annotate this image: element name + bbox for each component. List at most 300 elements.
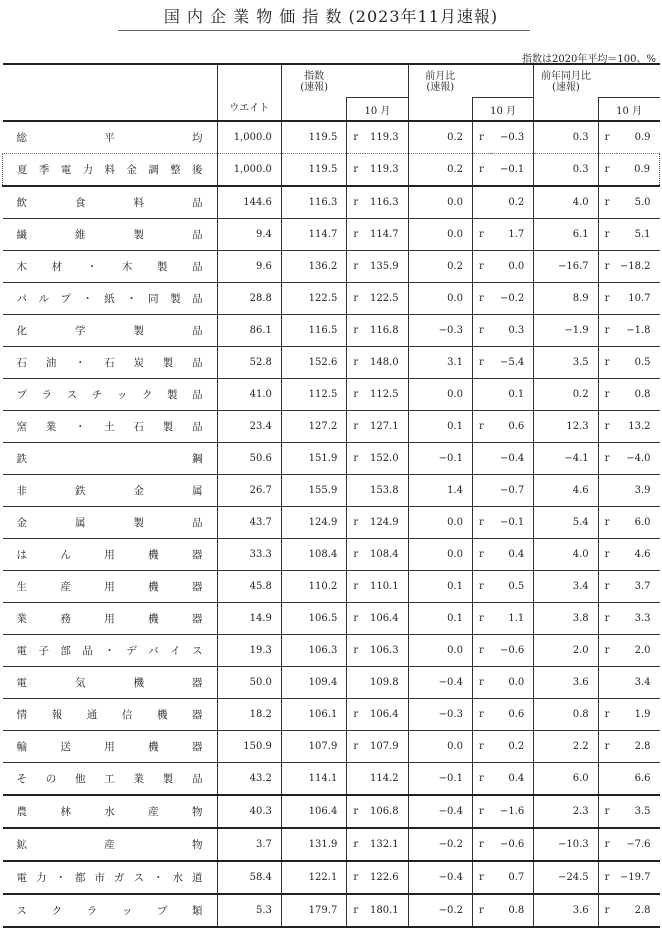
row-yoy-prev: 3.3 [617,603,660,635]
row-index-prev: 106.3 [365,635,408,667]
row-index-revised-flag: r [347,411,365,443]
row-index: 106.5 [281,603,346,635]
row-mom: 0.0 [408,539,472,571]
row-yoy-prev: 3.4 [617,667,660,699]
row-yoy: −1.9 [534,315,598,347]
row-index: 131.9 [281,828,346,861]
row-yoy: 4.6 [534,475,598,507]
row-weight: 26.7 [217,475,281,507]
row-mom-revised-flag: r [472,507,490,539]
row-index-revised-flag: r [347,603,365,635]
row-yoy: 4.0 [534,539,598,571]
row-mom-revised-flag [472,443,490,475]
header-index-prev: 10 月 [347,98,408,122]
row-mom: −0.4 [408,667,472,699]
row-yoy-revised-flag: r [598,795,616,828]
row-yoy: 3.6 [534,894,598,927]
page-title: 国 内 企 業 物 価 指 数 (2023年11月速報) [163,7,499,26]
row-mom-revised-flag: r [472,667,490,699]
row-name: 電 力 ・ 都 市 ガ ス ・ 水 道 [3,861,218,894]
row-yoy-revised-flag: r [598,539,616,571]
row-index-revised-flag: r [347,443,365,475]
row-mom: −0.3 [408,315,472,347]
row-yoy: 2.3 [534,795,598,828]
row-index-revised-flag: r [347,154,365,187]
row-index: 114.7 [281,219,346,251]
row-mom-prev: −0.4 [491,443,534,475]
row-mom-revised-flag: r [472,635,490,667]
row-weight: 33.3 [217,539,281,571]
row-mom-revised-flag: r [472,731,490,763]
header-blank [3,64,218,121]
row-mom-prev: 0.2 [491,186,534,219]
row-index: 122.1 [281,861,346,894]
row-index: 151.9 [281,443,346,475]
header-yoy: 前年同月比 (速報) [534,64,598,121]
row-index-revised-flag: r [347,219,365,251]
row-index-prev: 122.6 [365,861,408,894]
row-index: 179.7 [281,894,346,927]
row-mom-prev: −0.7 [491,475,534,507]
row-mom-prev: −0.1 [491,507,534,539]
row-index-prev: 116.8 [365,315,408,347]
row-yoy: 8.9 [534,283,598,315]
row-weight: 9.4 [217,219,281,251]
row-mom-revised-flag: r [472,828,490,861]
price-index-table [2,63,660,928]
row-name: 非 鉄 金 属 [3,475,218,507]
row-weight: 58.4 [217,861,281,894]
row-mom: 0.2 [408,121,472,154]
row-yoy: 3.4 [534,571,598,603]
row-mom: 0.0 [408,507,472,539]
row-index: 109.4 [281,667,346,699]
row-index: 127.2 [281,411,346,443]
row-mom-prev: 0.1 [491,379,534,411]
header-index: 指数 (速報) [281,64,346,121]
row-index-prev: 180.1 [365,894,408,927]
row-index-revised-flag: r [347,699,365,731]
table-row [3,539,660,571]
row-weight: 5.3 [217,894,281,927]
row-name: 農 林 水 産 物 [3,795,218,828]
row-yoy-revised-flag [598,763,616,796]
row-mom-revised-flag [472,379,490,411]
row-index: 116.3 [281,186,346,219]
row-mom: 0.0 [408,731,472,763]
row-mom-prev: 0.0 [491,667,534,699]
row-yoy-prev: 5.0 [617,186,660,219]
row-index: 107.9 [281,731,346,763]
row-mom-revised-flag: r [472,219,490,251]
row-yoy: 3.8 [534,603,598,635]
row-yoy-prev: 2.8 [617,894,660,927]
row-index-revised-flag: r [347,251,365,283]
row-yoy: 0.3 [534,121,598,154]
row-index: 122.5 [281,283,346,315]
row-index: 136.2 [281,251,346,283]
table-row [3,763,660,796]
row-weight: 45.8 [217,571,281,603]
row-mom: 0.1 [408,603,472,635]
table-row [3,347,660,379]
table-row [3,731,660,763]
row-mom-revised-flag: r [472,699,490,731]
row-index-revised-flag: r [347,828,365,861]
table-row [3,121,660,154]
row-index: 124.9 [281,507,346,539]
row-index-prev: 124.9 [365,507,408,539]
header-mom-prev-spacer [472,64,533,98]
row-name: パ ル プ ・ 紙 ・ 同 製 品 [3,283,218,315]
row-yoy-revised-flag: r [598,219,616,251]
row-yoy-prev: 13.2 [617,411,660,443]
row-name: 情 報 通 信 機 器 [3,699,218,731]
row-yoy-prev: 3.9 [617,475,660,507]
row-index-prev: 127.1 [365,411,408,443]
row-weight: 1,000.0 [217,154,281,187]
row-index-prev: 110.1 [365,571,408,603]
row-index-prev: 106.8 [365,795,408,828]
row-mom-revised-flag: r [472,315,490,347]
row-index: 152.6 [281,347,346,379]
row-index-revised-flag [347,475,365,507]
table-row [3,315,660,347]
table-row [3,443,660,475]
table-row [3,379,660,411]
row-mom: −0.4 [408,861,472,894]
row-index-revised-flag: r [347,861,365,894]
header-weight: ウエイト [217,64,281,121]
row-name: そ の 他 工 業 製 品 [3,763,218,796]
row-weight: 28.8 [217,283,281,315]
row-weight: 150.9 [217,731,281,763]
row-mom-prev: 0.0 [491,251,534,283]
row-yoy-revised-flag: r [598,635,616,667]
row-index-prev: 106.4 [365,603,408,635]
row-name: 窯 業 ・ 土 石 製 品 [3,411,218,443]
row-mom: 0.0 [408,635,472,667]
row-yoy-revised-flag [598,667,616,699]
row-name: プ ラ ス チ ッ ク 製 品 [3,379,218,411]
row-yoy: −10.3 [534,828,598,861]
header-mom: 前月比 (速報) [408,64,472,121]
row-mom-prev: 0.5 [491,571,534,603]
row-mom-revised-flag: r [472,251,490,283]
row-index-revised-flag: r [347,571,365,603]
row-yoy-revised-flag: r [598,603,616,635]
row-yoy-revised-flag: r [598,828,616,861]
row-weight: 23.4 [217,411,281,443]
row-yoy: 0.8 [534,699,598,731]
row-weight: 41.0 [217,379,281,411]
row-mom: −0.1 [408,763,472,796]
row-yoy-revised-flag: r [598,379,616,411]
row-yoy-prev: 0.8 [617,379,660,411]
row-index-prev: 108.4 [365,539,408,571]
row-mom-prev: −0.6 [491,635,534,667]
row-index: 108.4 [281,539,346,571]
row-yoy: 6.1 [534,219,598,251]
row-index: 155.9 [281,475,346,507]
row-yoy-prev: 1.9 [617,699,660,731]
row-name: 夏季電力料金調整後 [3,154,218,187]
row-name: 輸 送 用 機 器 [3,731,218,763]
row-weight: 14.9 [217,603,281,635]
row-mom-revised-flag: r [472,795,490,828]
table-row [3,861,660,894]
row-index-prev: 148.0 [365,347,408,379]
row-yoy: 0.2 [534,379,598,411]
row-yoy-revised-flag: r [598,154,616,187]
table-row [3,571,660,603]
row-weight: 40.3 [217,795,281,828]
row-weight: 19.3 [217,635,281,667]
row-mom-revised-flag [472,475,490,507]
table-row [3,795,660,828]
row-index-revised-flag: r [347,347,365,379]
row-index-revised-flag: r [347,795,365,828]
row-yoy: 2.0 [534,635,598,667]
row-name: 電 子 部 品 ・ デ バ イ ス [3,635,218,667]
row-yoy: 3.6 [534,667,598,699]
row-mom-prev: −0.3 [491,121,534,154]
row-mom: 0.0 [408,283,472,315]
row-weight: 144.6 [217,186,281,219]
table-row [3,699,660,731]
table-row [3,283,660,315]
row-yoy-revised-flag: r [598,186,616,219]
row-index-prev: 135.9 [365,251,408,283]
row-yoy-prev: 0.9 [617,121,660,154]
row-index-prev: 119.3 [365,154,408,187]
row-mom-revised-flag: r [472,894,490,927]
row-name: 総 平 均 [3,121,218,154]
title-underline [118,30,530,31]
row-index: 116.5 [281,315,346,347]
table-row [3,475,660,507]
row-weight: 86.1 [217,315,281,347]
header-index-prev-spacer [347,64,408,98]
header-yoy-prev-spacer [598,64,659,98]
row-yoy-revised-flag: r [598,894,616,927]
table-row [3,603,660,635]
row-name: 繊 維 製 品 [3,219,218,251]
row-mom-prev: 0.6 [491,699,534,731]
row-mom-prev: −1.6 [491,795,534,828]
row-weight: 3.7 [217,828,281,861]
row-mom-revised-flag: r [472,121,490,154]
row-mom-revised-flag [472,186,490,219]
row-yoy-prev: −19.7 [617,861,660,894]
row-mom-revised-flag: r [472,347,490,379]
row-yoy-revised-flag: r [598,251,616,283]
row-yoy-prev: 4.6 [617,539,660,571]
row-index-prev: 152.0 [365,443,408,475]
row-yoy-revised-flag: r [598,283,616,315]
row-yoy-revised-flag: r [598,347,616,379]
row-mom: 0.1 [408,411,472,443]
row-mom: 0.0 [408,186,472,219]
row-mom: 3.1 [408,347,472,379]
row-weight: 43.2 [217,763,281,796]
row-yoy-revised-flag: r [598,315,616,347]
row-yoy: 3.5 [534,347,598,379]
row-yoy-revised-flag: r [598,121,616,154]
row-mom: −0.2 [408,894,472,927]
row-index-revised-flag: r [347,894,365,927]
row-yoy-revised-flag [598,475,616,507]
row-index-revised-flag: r [347,121,365,154]
row-yoy: 12.3 [534,411,598,443]
row-name: 業 務 用 機 器 [3,603,218,635]
row-index-revised-flag [347,763,365,796]
row-mom: −0.4 [408,795,472,828]
row-yoy-revised-flag: r [598,443,616,475]
row-yoy-prev: 6.6 [617,763,660,796]
row-index-prev: 107.9 [365,731,408,763]
row-index: 106.1 [281,699,346,731]
row-index-revised-flag: r [347,731,365,763]
table-row [3,186,660,219]
row-mom-prev: 0.4 [491,539,534,571]
row-mom-revised-flag: r [472,154,490,187]
row-mom-prev: 0.7 [491,861,534,894]
row-mom-prev: 0.6 [491,411,534,443]
row-weight: 9.6 [217,251,281,283]
row-name: 石 油 ・ 石 炭 製 品 [3,347,218,379]
row-name: 生 産 用 機 器 [3,571,218,603]
table-row [3,411,660,443]
row-index-prev: 119.3 [365,121,408,154]
row-mom: 0.0 [408,219,472,251]
row-mom-revised-flag: r [472,603,490,635]
row-weight: 50.0 [217,667,281,699]
row-yoy-prev: 3.7 [617,571,660,603]
row-yoy-revised-flag: r [598,731,616,763]
row-mom: −0.1 [408,443,472,475]
row-yoy-prev: −4.0 [617,443,660,475]
row-index-prev: 114.7 [365,219,408,251]
table-row [3,894,660,927]
row-index: 112.5 [281,379,346,411]
row-index: 106.3 [281,635,346,667]
row-index-prev: 109.8 [365,667,408,699]
row-yoy-prev: −1.8 [617,315,660,347]
row-index: 106.4 [281,795,346,828]
row-mom-revised-flag: r [472,539,490,571]
row-yoy: 5.4 [534,507,598,539]
row-index-revised-flag: r [347,379,365,411]
row-mom: 0.0 [408,379,472,411]
table-row [3,667,660,699]
row-mom-revised-flag: r [472,571,490,603]
table-row [3,828,660,861]
table-row [3,154,660,187]
row-yoy-prev: 0.9 [617,154,660,187]
row-yoy-prev: 5.1 [617,219,660,251]
row-weight: 43.7 [217,507,281,539]
row-yoy-prev: −18.2 [617,251,660,283]
row-index-prev: 122.5 [365,283,408,315]
table-row [3,507,660,539]
row-mom-revised-flag: r [472,283,490,315]
row-yoy-revised-flag: r [598,507,616,539]
row-weight: 52.8 [217,347,281,379]
row-mom-revised-flag: r [472,861,490,894]
row-index: 119.5 [281,121,346,154]
row-yoy-revised-flag: r [598,699,616,731]
row-mom: −0.2 [408,828,472,861]
row-mom-prev: −0.6 [491,828,534,861]
table-row [3,635,660,667]
row-mom-prev: −0.2 [491,283,534,315]
row-mom: 0.2 [408,154,472,187]
row-yoy-revised-flag: r [598,571,616,603]
row-yoy: 6.0 [534,763,598,796]
row-mom-prev: −5.4 [491,347,534,379]
row-index-revised-flag: r [347,635,365,667]
row-mom-prev: 0.3 [491,315,534,347]
row-weight: 50.6 [217,443,281,475]
row-yoy: 4.0 [534,186,598,219]
row-yoy-prev: 3.5 [617,795,660,828]
row-index: 110.2 [281,571,346,603]
row-mom-revised-flag: r [472,411,490,443]
table-row [3,251,660,283]
row-mom-prev: 1.1 [491,603,534,635]
row-yoy-prev: 6.0 [617,507,660,539]
unit-note: 指数は2020年平均＝100、% [521,54,656,65]
row-mom-prev: 1.7 [491,219,534,251]
row-index-revised-flag: r [347,186,365,219]
row-mom-revised-flag: r [472,763,490,796]
row-index-prev: 114.2 [365,763,408,796]
row-weight: 18.2 [217,699,281,731]
row-index-revised-flag: r [347,539,365,571]
row-yoy: −16.7 [534,251,598,283]
header-mom-prev: 10 月 [472,98,533,122]
row-name: 鉱 産 物 [3,828,218,861]
row-mom-prev: 0.4 [491,763,534,796]
row-mom-prev: 0.8 [491,894,534,927]
row-weight: 1,000.0 [217,121,281,154]
row-mom-prev: −0.1 [491,154,534,187]
row-index-revised-flag: r [347,283,365,315]
row-name: 木 材 ・ 木 製 品 [3,251,218,283]
row-index-prev: 116.3 [365,186,408,219]
row-name: ス ク ラ ッ プ 類 [3,894,218,927]
row-yoy-revised-flag: r [598,411,616,443]
row-name: 鉄 鋼 [3,443,218,475]
row-name: は ん 用 機 器 [3,539,218,571]
row-yoy: −24.5 [534,861,598,894]
row-yoy: 0.3 [534,154,598,187]
row-index-prev: 106.4 [365,699,408,731]
row-yoy-prev: −7.6 [617,828,660,861]
header-yoy-prev: 10 月 [598,98,659,122]
row-yoy-prev: 2.8 [617,731,660,763]
row-mom: 0.1 [408,571,472,603]
row-index-revised-flag: r [347,507,365,539]
row-name: 金 属 製 品 [3,507,218,539]
row-yoy-prev: 0.5 [617,347,660,379]
row-index-prev: 132.1 [365,828,408,861]
row-mom-prev: 0.2 [491,731,534,763]
row-index-prev: 112.5 [365,379,408,411]
row-name: 飲 食 料 品 [3,186,218,219]
row-yoy-prev: 2.0 [617,635,660,667]
